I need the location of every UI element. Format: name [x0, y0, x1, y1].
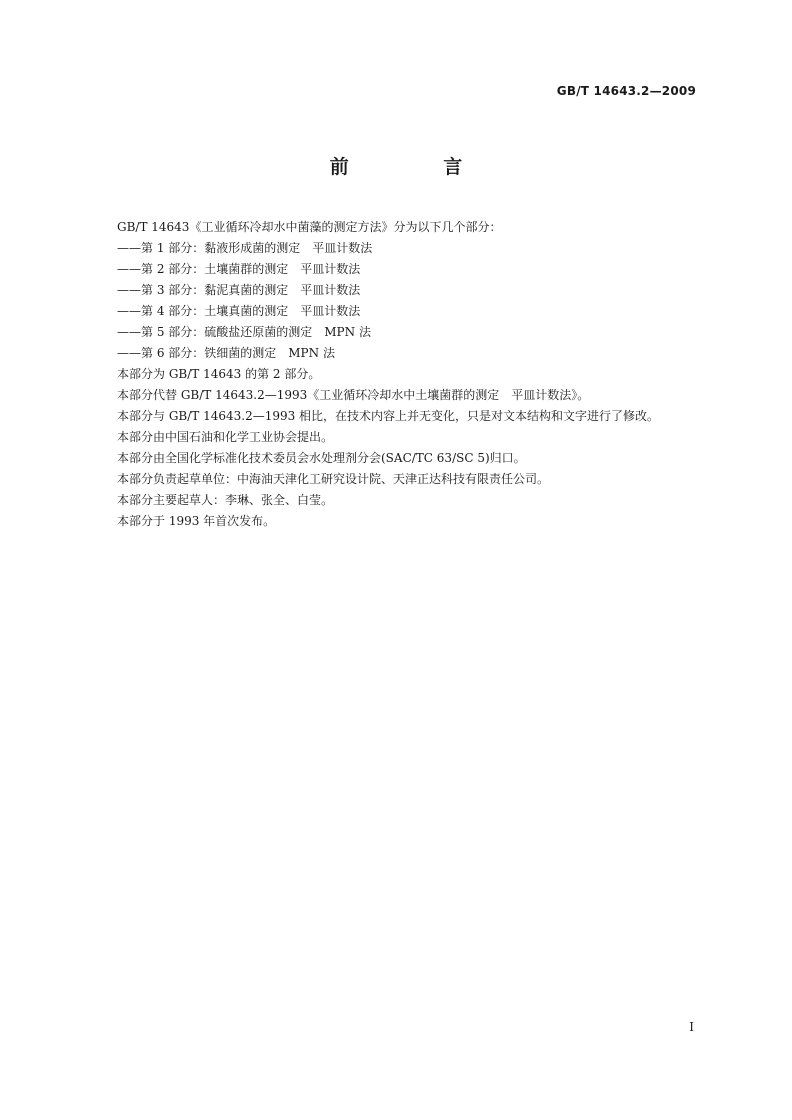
drafting-units-paragraph: 本部分负责起草单位：中海油天津化工研究设计院、天津正达科技有限责任公司。 — [117, 472, 550, 486]
intro-paragraph: GB/T 14643《工业循环冷却水中菌藻的测定方法》分为以下几个部分： — [117, 220, 502, 234]
list-item-part-5: ——第 5 部分：硫酸盐还原菌的测定 MPN 法 — [117, 325, 371, 339]
committee-paragraph: 本部分由全国化学标准化技术委员会水处理剂分会(SAC/TC 63/SC 5)归口。 — [117, 451, 526, 465]
list-item-part-1: ——第 1 部分：黏液形成菌的测定 平皿计数法 — [117, 241, 373, 255]
replacement-paragraph: 本部分代替 GB/T 14643.2—1993《工业循环冷却水中土壤菌群的测定 平皿计数法》。 — [117, 388, 590, 402]
part-statement-paragraph: 本部分为 GB/T 14643 的第 2 部分。 — [117, 367, 321, 381]
document-body — [90, 217, 704, 532]
list-item-part-2: ——第 2 部分：土壤菌群的测定 平皿计数法 — [117, 262, 361, 276]
list-item-part-4: ——第 4 部分：土壤真菌的测定 平皿计数法 — [117, 304, 361, 318]
changes-paragraph: 本部分与 GB/T 14643.2—1993 相比，在技术内容上并无变化，只是对文本结构和文字进行了修改。 — [117, 409, 660, 423]
list-item-part-3: ——第 3 部分：黏泥真菌的测定 平皿计数法 — [117, 283, 361, 297]
first-release-paragraph: 本部分于 1993 年首次发布。 — [117, 514, 276, 528]
page-number: I — [689, 1020, 694, 1034]
page-title: 前 言 — [329, 156, 507, 178]
standard-code: GB/T 14643.2—2009 — [556, 84, 696, 98]
drafters-paragraph: 本部分主要起草人：李琳、张全、白莹。 — [117, 493, 334, 507]
proposer-paragraph: 本部分由中国石油和化学工业协会提出。 — [117, 430, 334, 444]
list-item-part-6: ——第 6 部分：铁细菌的测定 MPN 法 — [117, 346, 335, 360]
